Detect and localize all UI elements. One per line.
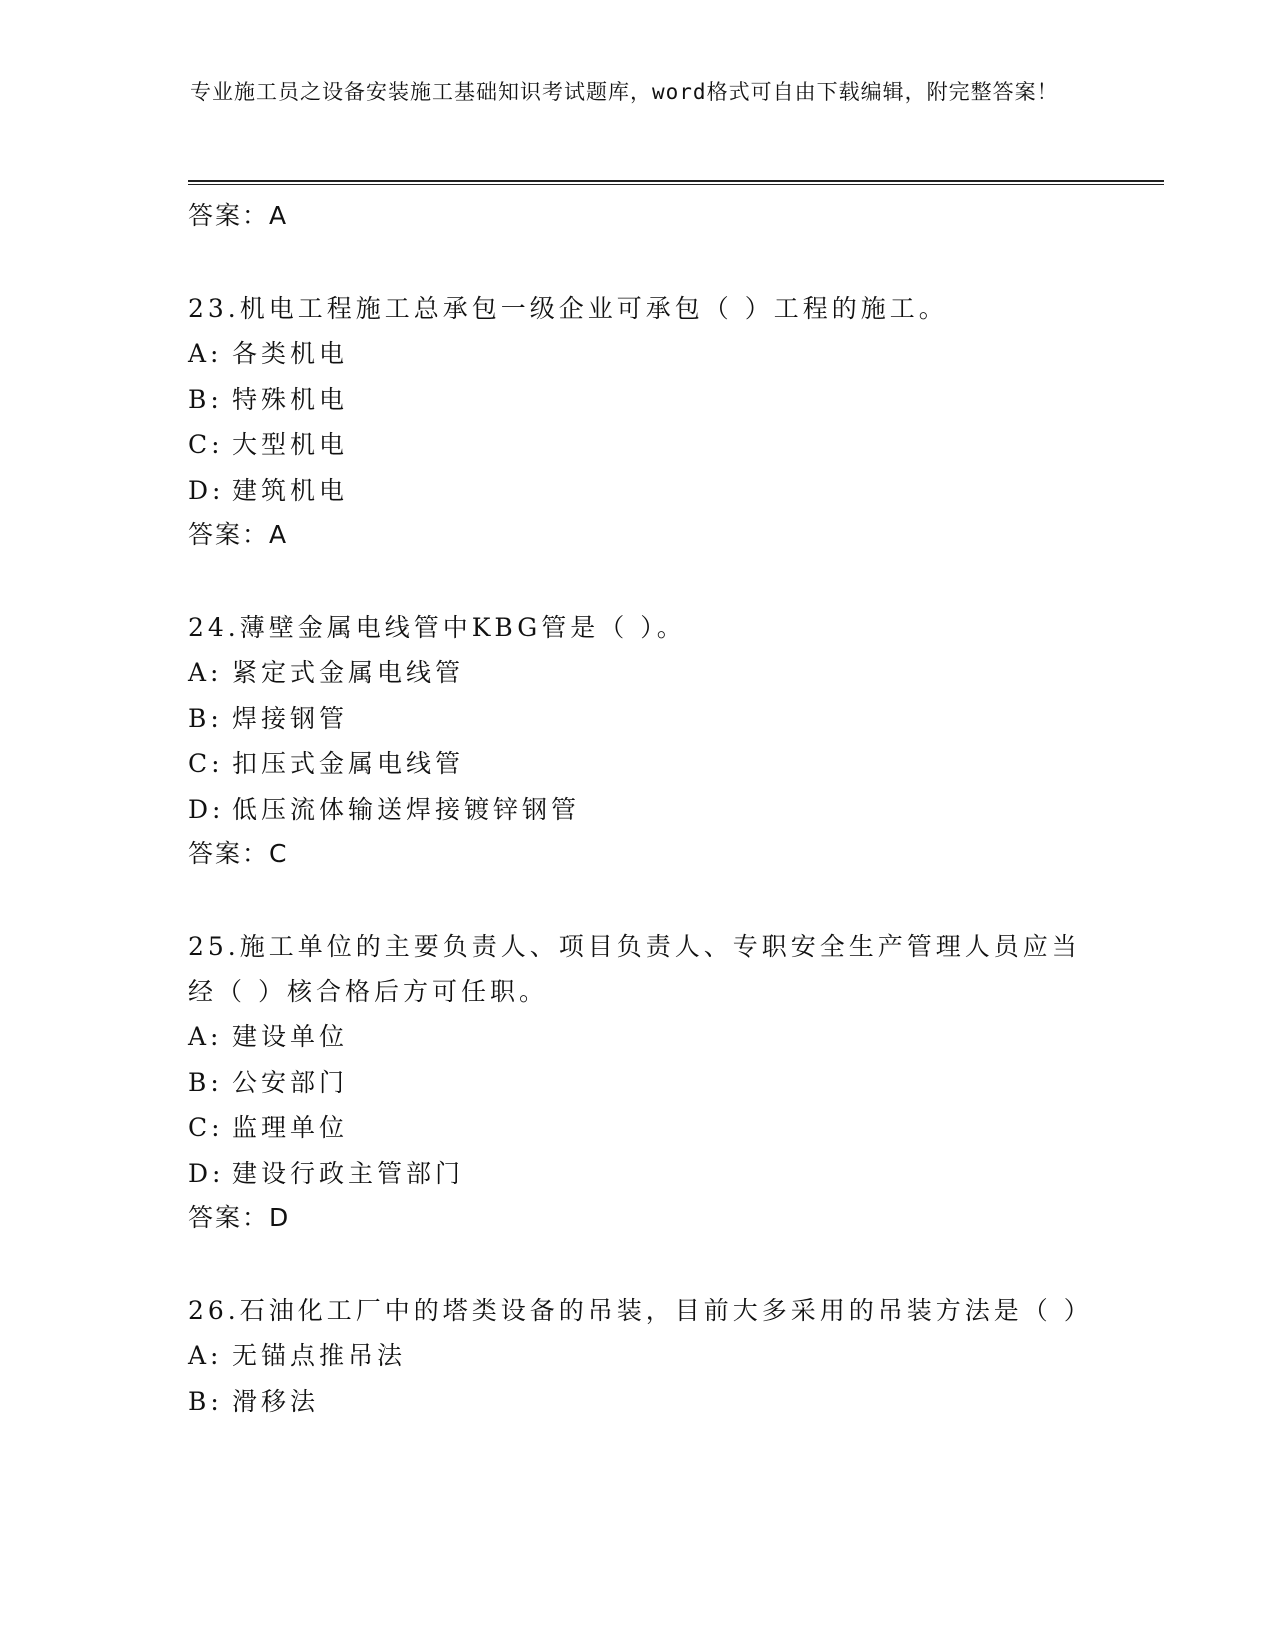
spacer: [188, 238, 1088, 286]
option-letter: A:: [188, 658, 223, 687]
option-24-a: [188, 650, 1088, 696]
question-stem-26: 26.石油化工厂中的塔类设备的吊装，目前大多采用的吊装方法是（ ）: [188, 1296, 1093, 1325]
option-text: 各类机电: [232, 339, 349, 368]
option-24-b: [188, 696, 1088, 742]
option-letter: A:: [188, 339, 223, 368]
option-text: 建设行政主管部门: [232, 1158, 465, 1188]
question-stem-23: 23.机电工程施工总承包一级企业可承包（ ）工程的施工。: [188, 294, 948, 323]
question-list: [188, 194, 1093, 1424]
option-25-c: [188, 1105, 1088, 1151]
option-text: 监理单位: [232, 1113, 349, 1142]
option-text: 滑移法: [232, 1386, 320, 1416]
option-text: 焊接钢管: [232, 703, 349, 733]
option-23-c: [188, 422, 1088, 468]
answer-line-22: 答案：A: [188, 201, 289, 230]
option-25-a: [188, 1014, 1088, 1060]
option-text: 建设单位: [232, 1022, 349, 1051]
option-letter: C:: [188, 1113, 224, 1142]
option-letter: B:: [188, 1067, 223, 1097]
spacer: [188, 1240, 1088, 1288]
spacer: [188, 557, 1088, 605]
answer-line-24: 答案：C: [188, 839, 289, 868]
option-text: 公安部门: [232, 1067, 349, 1097]
question-stem-25: 25.施工单位的主要负责人、项目负责人、专职安全生产管理人员应当经（ ）核合格后方可任职。: [188, 932, 1081, 1006]
document-header-title: 专业施工员之设备安装施工基础知识考试题库，word格式可自由下载编辑，附完整答案！: [190, 80, 1059, 104]
option-letter: B:: [188, 1386, 223, 1416]
option-text: 扣压式金属电线管: [232, 749, 465, 778]
option-25-b: [188, 1060, 1088, 1106]
option-text: 无锚点推吊法: [232, 1341, 407, 1370]
option-letter: D:: [188, 475, 225, 505]
option-letter: B:: [188, 384, 223, 414]
option-23-b: [188, 377, 1088, 423]
option-letter: B:: [188, 703, 223, 733]
option-23-a: [188, 331, 1088, 377]
option-letter: A:: [188, 1341, 223, 1370]
answer-line-23: 答案：A: [188, 520, 289, 549]
option-letter: D:: [188, 1158, 225, 1188]
option-letter: A:: [188, 1022, 223, 1051]
option-25-d: [188, 1151, 1088, 1197]
header-divider-thin: [188, 184, 1164, 185]
option-text: 大型机电: [232, 430, 349, 459]
question-stem-24: 24.薄壁金属电线管中KBG管是（ ）。: [188, 613, 686, 642]
answer-line-25: 答案：D: [188, 1203, 291, 1232]
option-23-d: [188, 468, 1088, 514]
option-text: 低压流体输送焊接镀锌钢管: [232, 794, 581, 824]
option-letter: C:: [188, 749, 224, 778]
option-letter: C:: [188, 430, 224, 459]
header-divider-thick: [188, 180, 1164, 182]
option-letter: D:: [188, 794, 225, 824]
option-26-a: [188, 1333, 1088, 1379]
option-24-d: [188, 787, 1088, 833]
option-text: 特殊机电: [232, 384, 349, 414]
spacer: [188, 876, 1088, 924]
option-26-b: [188, 1379, 1088, 1425]
option-24-c: [188, 741, 1088, 787]
option-text: 建筑机电: [232, 475, 349, 505]
option-text: 紧定式金属电线管: [232, 658, 465, 687]
